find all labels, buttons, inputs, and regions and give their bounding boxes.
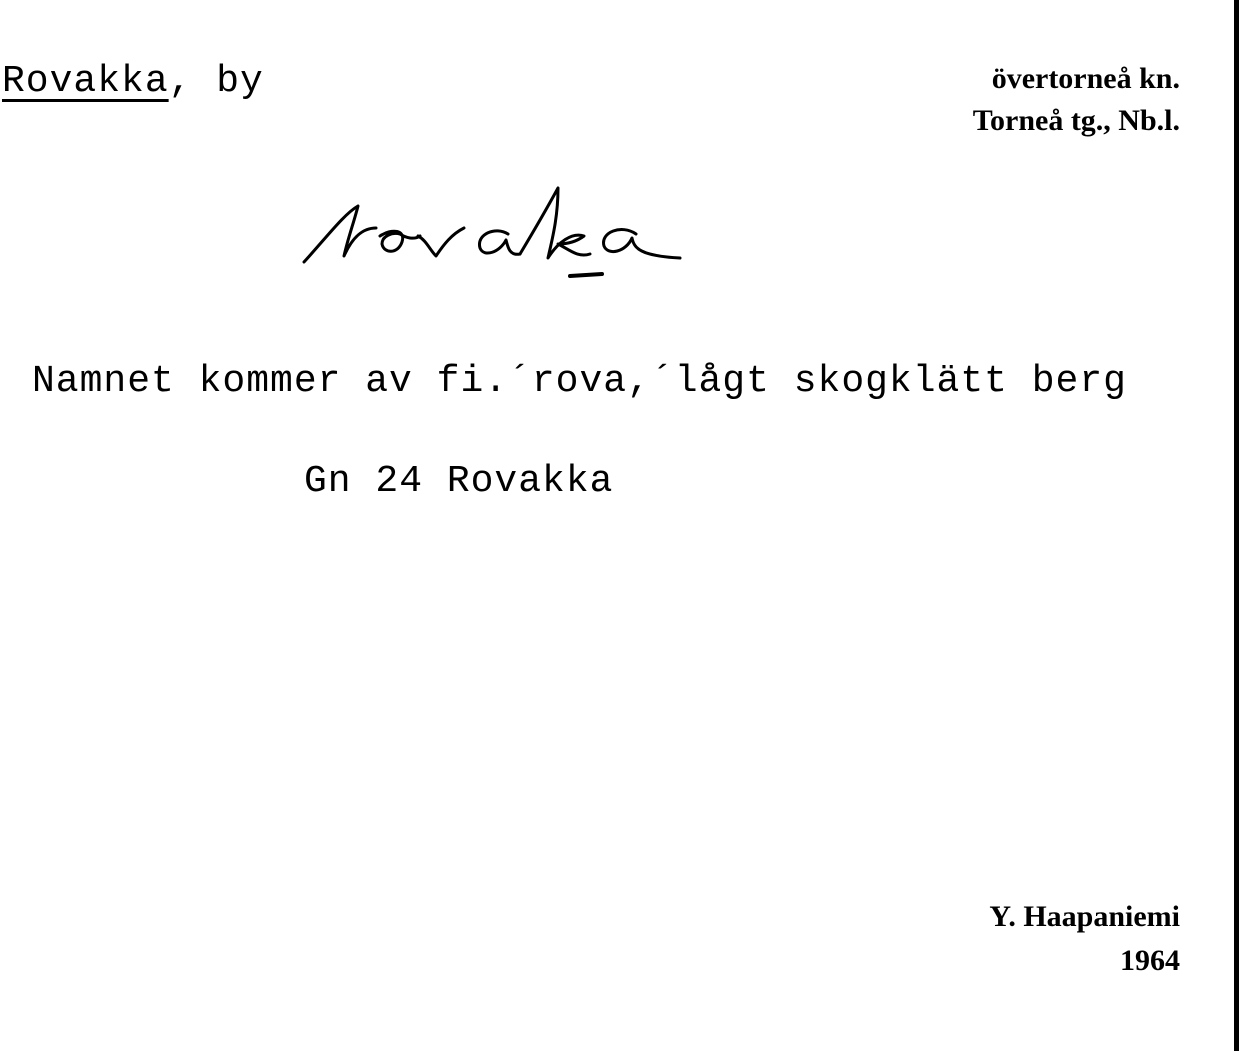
etymology-line: Namnet kommer av fi.´rova,´lågt skogklätt berg [32,360,1127,403]
card-edge-line [1234,0,1239,1051]
collection-year: 1964 [1120,944,1180,977]
district-label: Torneå tg., Nb.l. [972,104,1180,137]
place-name: Rovakka [2,60,169,103]
card-heading [2,60,264,103]
handwritten-pronunciation [296,178,696,288]
parish-label: övertorneå kn. [991,62,1180,95]
collector-name: Y. Haapaniemi [989,900,1180,933]
map-reference: Gn 24 Rovakka [304,460,614,503]
place-type: , by [168,60,264,103]
